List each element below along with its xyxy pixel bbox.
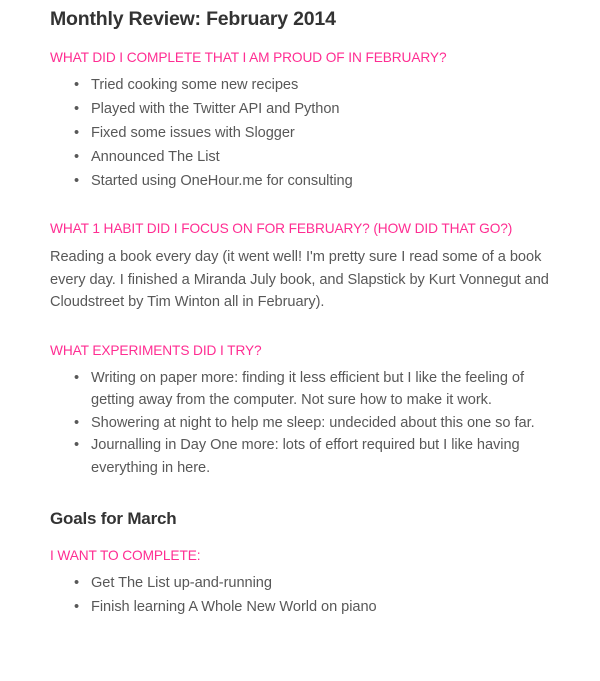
list-item: • Played with the Twitter API and Python [50,98,550,121]
heading-habit-focus: WHAT 1 HABIT DID I FOCUS ON FOR FEBRUARY? (HOW DID THAT GO?) [50,221,513,236]
spacer [50,479,550,508]
list-item: • Writing on paper more: finding it less efficient but I like the feeling of getting away from the computer. Not sure how to make it work. [50,367,550,412]
page-title: Monthly Review: February 2014 [50,8,336,30]
list-goals [50,572,550,619]
spacer [50,237,550,246]
spacer [50,530,550,547]
list-item: • Announced The List [50,146,550,169]
list-item: • Tried cooking some new recipes [50,74,550,97]
spacer [50,194,550,220]
heading-want-to-complete: I WANT TO COMPLETE: [50,548,201,563]
spacer [50,32,550,49]
heading-experiments: WHAT EXPERIMENTS DID I TRY? [50,342,262,358]
heading-proud-of: WHAT DID I COMPLETE THAT I AM PROUD OF IN FEBRUARY? [50,50,447,65]
list-experiments [50,367,550,480]
list-item: • Started using OneHour.me for consulting [50,170,550,193]
list-item: • Showering at night to help me sleep: undecided about this one so far. [50,412,550,435]
spacer [50,66,550,74]
paragraph-habit-answer: Reading a book every day (it went well! I'm pretty sure I read some of a book every day. I finished a Miranda July book, and Slapstick by Kurt Vonnegut and Cloudstreet by Tim Winton all in February). [50,249,549,310]
spacer [50,359,550,367]
spacer [50,314,550,342]
list-proud-of [50,74,550,193]
list-item: • Fixed some issues with Slogger [50,122,550,145]
list-item: • Journalling in Day One more: lots of effort required but I like having everything in here. [50,434,550,479]
spacer [50,564,550,572]
list-item: • Get The List up-and-running [50,572,550,595]
list-item: • Finish learning A Whole New World on piano [50,596,550,619]
heading-goals-for-march: Goals for March [50,509,177,528]
